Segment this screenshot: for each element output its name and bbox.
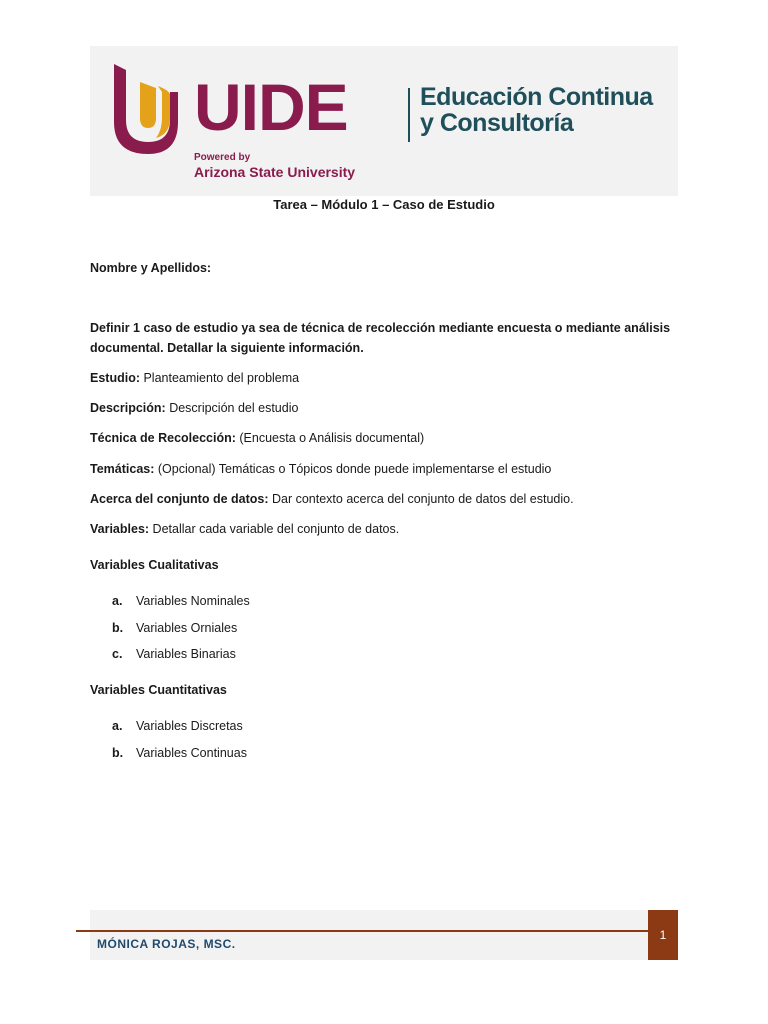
tagline-line-1: Educación Continua [420, 83, 653, 111]
field-label: Acerca del conjunto de datos: [90, 492, 269, 506]
footer-rule [76, 930, 648, 932]
list-item-text: Variables Binarias [136, 647, 236, 661]
instruction-text: Definir 1 caso de estudio ya sea de técnica de recolección mediante encuesta o mediante análisis documental. Detallar la siguiente información. [90, 321, 671, 355]
quantitative-list [112, 719, 247, 772]
field-variables [90, 519, 678, 539]
field-value: Descripción del estudio [165, 401, 299, 415]
uide-logo-icon [112, 62, 182, 162]
qualitative-heading: Variables Cualitativas [90, 558, 219, 572]
header-tagline [420, 84, 653, 136]
footer-author: MÓNICA ROJAS, MSC. [97, 937, 236, 951]
list-item [112, 647, 250, 674]
field-value: Planteamiento del problema [140, 371, 300, 385]
field-label: Técnica de Recolección: [90, 431, 236, 445]
field-label: Temáticas: [90, 462, 155, 476]
list-item-text: Variables Orniales [136, 620, 238, 635]
list-item-text: Variables Continuas [136, 745, 247, 760]
field-value: (Opcional) Temáticas o Tópicos donde puede implementarse el estudio [154, 462, 552, 476]
field-label: Estudio: [90, 371, 140, 385]
tagline-line-2: y Consultoría [420, 109, 574, 137]
field-tecnica [90, 428, 678, 448]
list-item [112, 746, 247, 773]
list-item [112, 594, 250, 621]
document-title: Tarea – Módulo 1 – Caso de Estudio [273, 197, 495, 212]
quantitative-heading: Variables Cuantitativas [90, 683, 227, 697]
header-divider [408, 88, 410, 142]
field-descripcion [90, 398, 678, 418]
partner-name: Arizona State University [194, 164, 356, 180]
header-banner [90, 46, 678, 196]
powered-by-label: Powered by [194, 152, 251, 163]
list-item-text: Variables Nominales [136, 594, 250, 608]
field-label: Variables: [90, 522, 150, 536]
list-marker: b. [112, 745, 124, 760]
logo-wordmark: UIDE [194, 70, 348, 144]
field-value: Dar contexto acerca del conjunto de datos del estudio. [268, 492, 574, 506]
footer-bar [90, 910, 648, 960]
list-item [112, 719, 247, 746]
field-value: Detallar cada variable del conjunto de datos. [149, 522, 400, 536]
qualitative-list [112, 594, 250, 674]
field-label: Descripción: [90, 401, 166, 415]
list-marker: b. [112, 620, 124, 635]
list-item-text: Variables Discretas [136, 719, 243, 733]
field-value: (Encuesta o Análisis documental) [235, 431, 425, 445]
field-estudio [90, 368, 678, 388]
field-conjunto-datos [90, 489, 678, 509]
list-marker: c. [112, 647, 123, 661]
name-label: Nombre y Apellidos: [90, 261, 212, 275]
list-marker: a. [112, 594, 123, 608]
list-marker: a. [112, 719, 123, 733]
field-tematicas [90, 459, 678, 479]
list-item [112, 621, 250, 648]
page-number: 1 [648, 910, 678, 960]
